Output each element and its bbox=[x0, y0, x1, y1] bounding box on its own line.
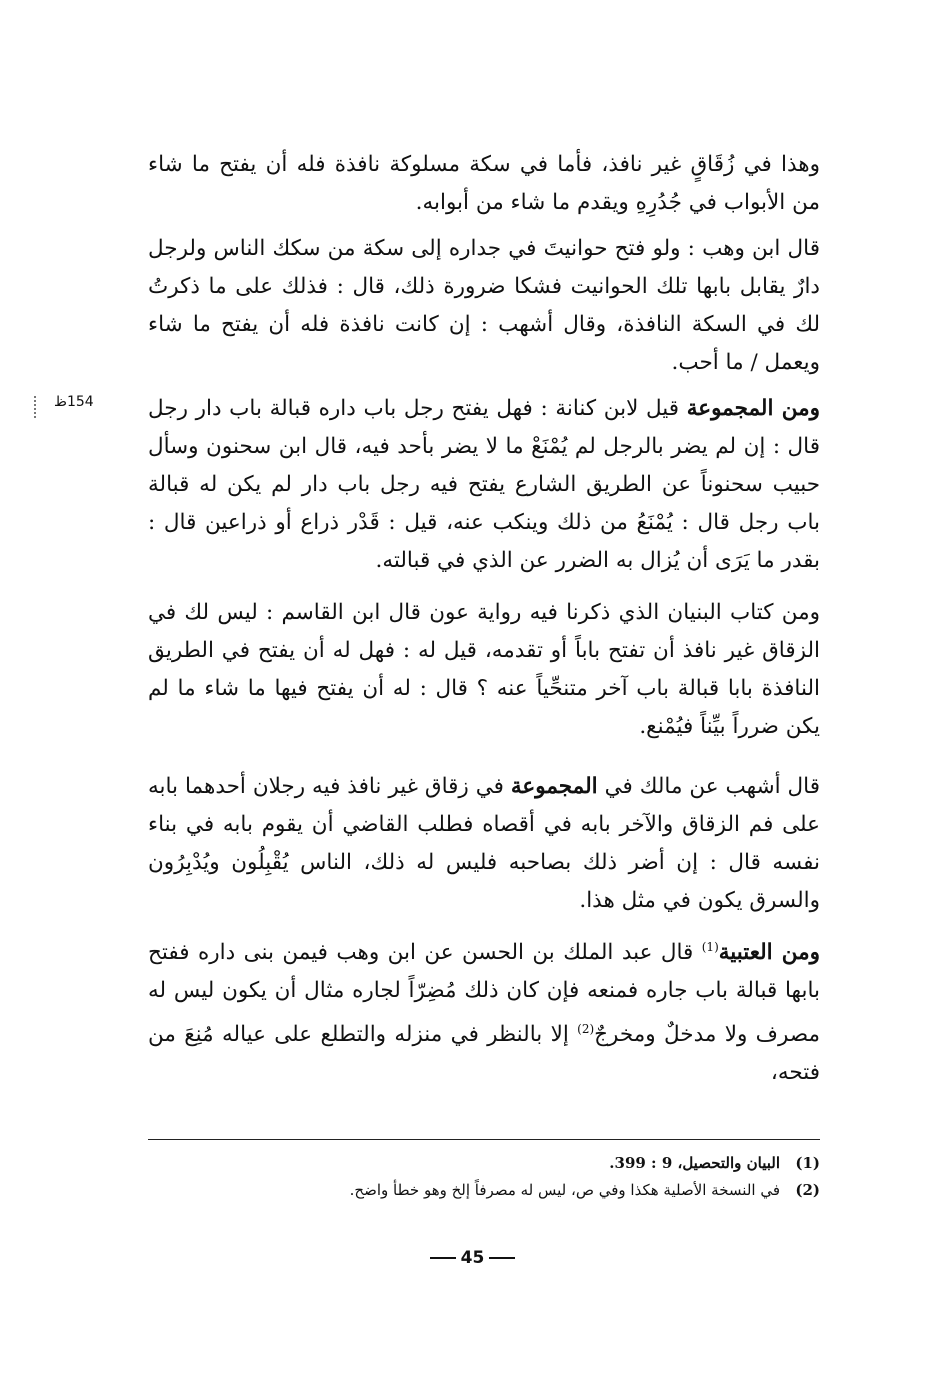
manuscript-folio-marker: 154ظ bbox=[54, 394, 94, 410]
footnote-number: (1) bbox=[795, 1154, 820, 1172]
paragraph-2: قال ابن وهب : ولو فتح حوانيتَ في جداره إلى سكة من سكك الناس ولرجل دارٌ يقابل بابها تلك الحوانيت فشكا ضرورة ذلك، قال : فذلك على ما ذكرتُ لك في السكة النافذة، وقال أشهب : إن كانت نافذة فله أن يفتح ما شاء ويعمل / ما أحب. bbox=[148, 236, 820, 375]
footnote-ref-2: (2) bbox=[577, 1022, 595, 1037]
paragraph-5-text: في زقاق غير نافذ فيه رجلان أحدهما بابه على فم الزقاق والآخر بابه في أقصاه فطلب القاضي أن يقوم بابه في بناء نفسه قال : إن أضر ذلك بصاحبه فليس له ذلك، الناس يُقْبِلُون ويُدْبِرُون والسرق يكون في مثل هذا. bbox=[148, 774, 820, 913]
footnote-1 bbox=[148, 1150, 820, 1177]
dash-right bbox=[489, 1257, 515, 1259]
paragraph-5-lead: قال أشهب عن مالك في bbox=[604, 774, 820, 799]
footnotes bbox=[148, 1150, 820, 1204]
margin-dots bbox=[34, 396, 40, 418]
paragraph-6-tail: إلا بالنظر في منزله والتطلع على عياله مُنِعَ من فتحه، bbox=[148, 1022, 820, 1086]
footnote-separator bbox=[148, 1139, 820, 1140]
paragraph-3-text: قيل لابن كنانة : فهل يفتح رجل باب داره قبالة باب دار رجل قال : إن لم يضر بالرجل لم يُمْنَعْ ما لا يضر بأحد فيه، قال ابن سحنون وسأل حبيب سحنوناً عن الطريق الشارع يفتح فيه رجل باب دار لم يكن له قبالة باب رجل قال : يُمْنَعُ من ذلك وينكب عنه، قيل : قَدْر ذراع أو ذراعين قال : بقدر ما يَرَى أن يُزال به الضرر عن الذي في قبالته. bbox=[148, 396, 820, 573]
paragraph-1: وهذا في زُقَاقٍ غير نافذ، فأما في سكة مسلوكة نافذة فله أن يفتح ما شاء من الأبواب في جُدُرِهِ ويقدم ما شاء من أبوابه. bbox=[148, 152, 820, 215]
body-text bbox=[148, 146, 820, 1092]
bold-term-majmua: ومن المجموعة bbox=[686, 396, 821, 421]
footnote-number: (2) bbox=[795, 1181, 820, 1199]
paragraph-5 bbox=[148, 768, 820, 920]
footnote-text: في النسخة الأصلية هكذا وفي ص، ليس له مصرفاً إلخ وهو خطأ واضح. bbox=[349, 1181, 780, 1199]
paragraph-6 bbox=[148, 928, 820, 1092]
footnote-2 bbox=[148, 1177, 820, 1204]
dash-left bbox=[430, 1257, 456, 1259]
bold-term-utbiyya: ومن العتبية bbox=[718, 940, 820, 966]
paragraph-6-text: قال عبد الملك بن الحسن عن ابن وهب فيمن بنى داره ففتح بابها قبالة باب جاره فمنعه فإن كان ذلك مُضِرّاً لجاره مثال أن يكون ليس له مصرف ولا مدخلٌ ومخرجٌ bbox=[148, 940, 820, 1048]
page-number-value: 45 bbox=[460, 1248, 485, 1268]
paragraph-4: ومن كتاب البنيان الذي ذكرنا فيه رواية عون قال ابن القاسم : ليس لك في الزقاق غير نافذ أن تفتح باباً أو تقدمه، قيل له : فهل له أن يفتح في الطريق النافذة بابا قبالة باب آخر متنحِّياً عنه ؟ قال : له أن يفتح فيها ما شاء ما لم يكن ضرراً بيِّناً فيُمْنع. bbox=[148, 600, 820, 739]
bold-term-majmua-2: المجموعة bbox=[510, 774, 598, 799]
paragraph-3 bbox=[148, 390, 820, 580]
footnote-text: البيان والتحصيل، 9 : 399. bbox=[609, 1154, 780, 1172]
footnote-ref-1: (1) bbox=[701, 940, 719, 954]
page-number bbox=[0, 1248, 945, 1268]
